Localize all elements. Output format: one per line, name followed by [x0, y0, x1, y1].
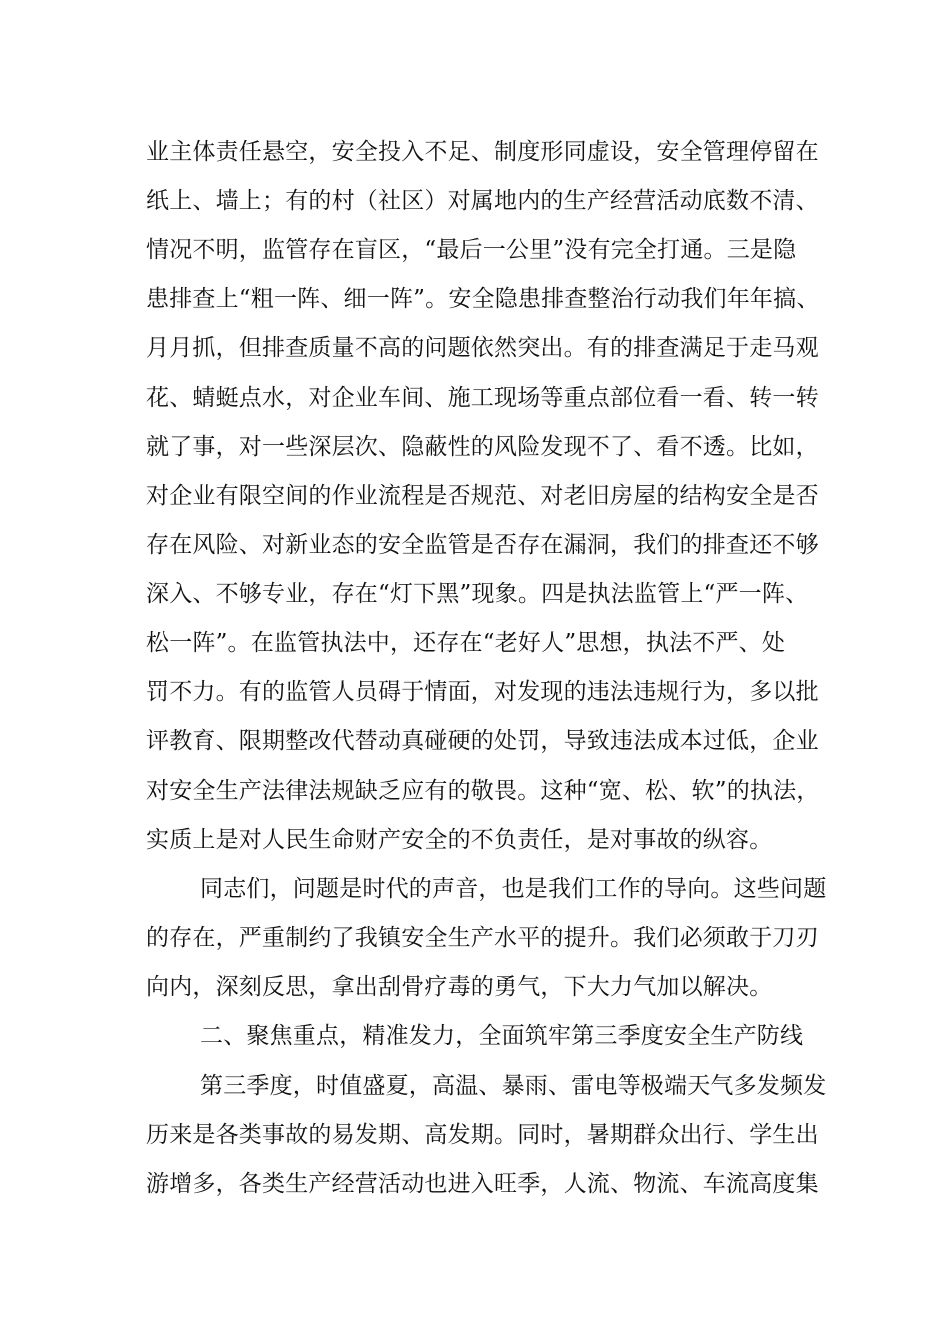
text-line: 对安全生产法律法规缺乏应有的敬畏。这种“宽、松、软”的执法， [146, 778, 820, 804]
text-line: 患排查上“粗一阵、细一阵”。安全隐患排查整治行动我们年年搞、 [146, 286, 820, 312]
text-line: 纸上、墙上；有的村（社区）对属地内的生产经营活动底数不清、 [146, 188, 819, 214]
text-line: 实质上是对人民生命财产安全的不负责任，是对事故的纵容。 [146, 827, 773, 853]
text-line: 深入、不够专业，存在“灯下黑”现象。四是执法监管上“严一阵、 [146, 581, 809, 607]
paragraph-first-line: 同志们，问题是时代的声音，也是我们工作的导向。这些问题 [200, 876, 827, 902]
text-line: 就了事，对一些深层次、隐蔽性的风险发现不了、看不透。比如， [146, 434, 819, 460]
section-heading: 二、聚焦重点，精准发力，全面筑牢第三季度安全生产防线 [200, 1023, 804, 1049]
text-line: 向内，深刻反思，拿出刮骨疗毒的勇气，下大力气加以解决。 [146, 974, 773, 1000]
text-line: 存在风险、对新业态的安全监管是否存在漏洞，我们的排查还不够 [146, 532, 819, 558]
text-line: 月月抓，但排查质量不高的问题依然突出。有的排查满足于走马观 [146, 335, 819, 361]
text-line: 评教育、限期整改代替动真碰硬的处罚，导致违法成本过低，企业 [146, 728, 819, 754]
text-line: 花、蜻蜓点水，对企业车间、施工现场等重点部位看一看、转一转 [146, 385, 819, 411]
text-line: 业主体责任悬空，安全投入不足、制度形同虚设，安全管理停留在 [146, 139, 819, 165]
text-line: 情况不明，监管存在盲区，“最后一公里”没有完全打通。三是隐 [146, 237, 797, 263]
text-line: 对企业有限空间的作业流程是否规范、对老旧房屋的结构安全是否 [146, 483, 819, 509]
paragraph-first-line: 第三季度，时值盛夏，高温、暴雨、雷电等极端天气多发频发 [200, 1073, 827, 1099]
text-line: 罚不力。有的监管人员碍于情面，对发现的违法违规行为，多以批 [146, 679, 819, 705]
text-line: 历来是各类事故的易发期、高发期。同时，暑期群众出行、学生出 [146, 1122, 819, 1148]
text-line: 松一阵”。在监管执法中，还存在“老好人”思想，执法不严、处 [146, 630, 786, 656]
text-line: 的存在，严重制约了我镇安全生产水平的提升。我们必须敢于刀刃 [146, 925, 819, 951]
text-line: 游增多，各类生产经营活动也进入旺季，人流、物流、车流高度集 [146, 1171, 819, 1197]
